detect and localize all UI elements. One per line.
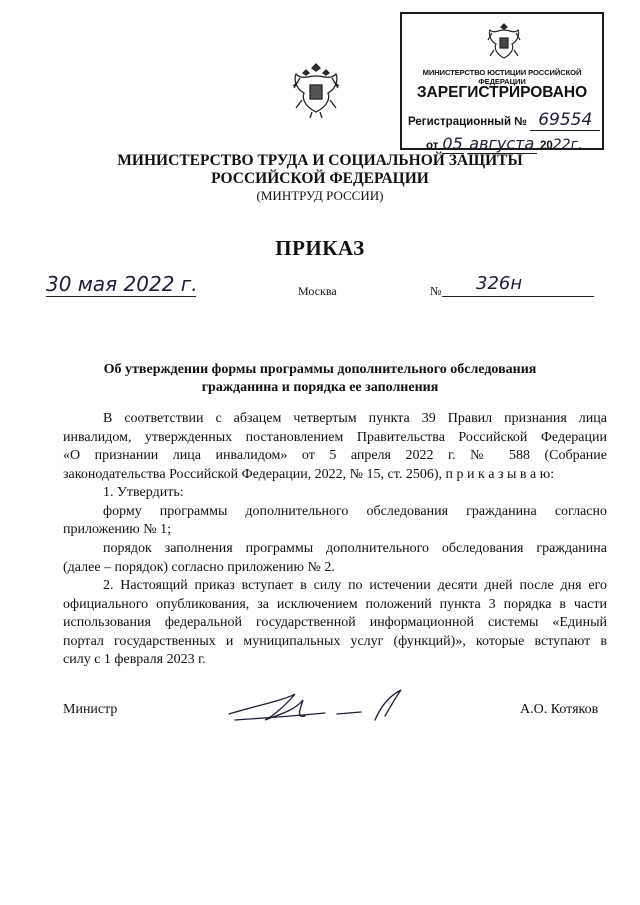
stamp-reg-number: 69554 [538,110,593,130]
stamp-date-month: августа [467,134,537,154]
item-1-heading: 1. Утвердить: [103,485,184,500]
body-line: законодательства Российской Федерации, 2022, № 15, ст. 2506), п р и к а з ы в а ю: [63,466,555,482]
ministry-name-line2: РОССИЙСКОЙ ФЕДЕРАЦИИ [211,170,429,187]
order-subject [0,361,640,397]
ministry-name-line1: МИНИСТЕРСТВО ТРУДА И СОЦИАЛЬНОЙ ЗАЩИТЫ [117,152,523,169]
order-date: 30 мая 2022 г. [46,272,198,296]
body-line: силу с 1 февраля 2023 г. [63,652,206,668]
order-title: ПРИКАЗ [275,236,365,260]
order-city: Москва [298,284,337,298]
order-number-field [442,272,594,297]
paragraph-procedure [63,540,607,577]
body-line: порядок заполнения программы дополнительного обследования гражданина [103,541,607,556]
signatory-title: Министр [63,702,118,717]
registration-stamp [400,12,604,153]
coat-of-arms-icon [290,62,342,120]
paragraph-item-2 [63,577,607,670]
body-line: приложению № 1; [63,522,172,538]
paragraph-form [63,503,607,540]
stamp-registration-number-row [408,110,602,131]
body-line: официального опубликования, за исключением положений пункта 3 порядка в части [63,596,607,612]
stamp-date-day: 05 [442,134,463,153]
body-line: форму программы дополнительного обследования гражданина согласно [103,503,607,519]
stamp-registered-label: ЗАРЕГИСТРИРОВАНО [416,84,588,101]
stamp-ministry-name: МИНИСТЕРСТВО ЮСТИЦИИ РОССИЙСКОЙ ФЕДЕРАЦИИ [422,68,582,86]
body-line: (далее – порядок) согласно приложению № 2. [63,559,335,575]
ministry-short-name: (МИНТРУД РОССИИ) [256,188,384,203]
signature-icon [225,686,405,726]
body-line: использования федеральной государственной информационной системы «Единый [63,615,607,631]
body-line: портал государственных и муниципальных услуг (функций)», которые вступают в [63,633,607,649]
stamp-coat-of-arms-icon [484,20,524,64]
body-line: 2. Настоящий приказ вступает в силу по истечении десяти дней после дня его [103,578,607,593]
body-line: инвалидом, утвержденных постановлением Правительства Российской Федерации [63,429,607,445]
order-number: 326н [476,273,523,294]
stamp-date-year-printed: 20 [539,140,553,152]
body-line: «О признании лица инвалидом» от 5 апреля 2022 г. № 588 (Собрание [63,448,607,464]
stamp-date-year-hand: 22г. [552,137,583,153]
signatory-name: А.О. Котяков [520,702,599,717]
stamp-reg-number-field [530,110,600,131]
subject-line2: гражданина и порядка ее заполнения [201,380,439,395]
stamp-date-row [426,134,606,154]
paragraph-preamble [63,410,607,484]
order-number-prefix: № [430,284,442,298]
stamp-reg-label: Регистрационный № [408,116,528,128]
subject-line1: Об утверждении формы программы дополнительного обследования [103,362,537,377]
stamp-date-prefix: от [426,140,439,152]
body-line: В соответствии с абзацем четвертым пункта 39 Правил признания лица [103,411,607,426]
